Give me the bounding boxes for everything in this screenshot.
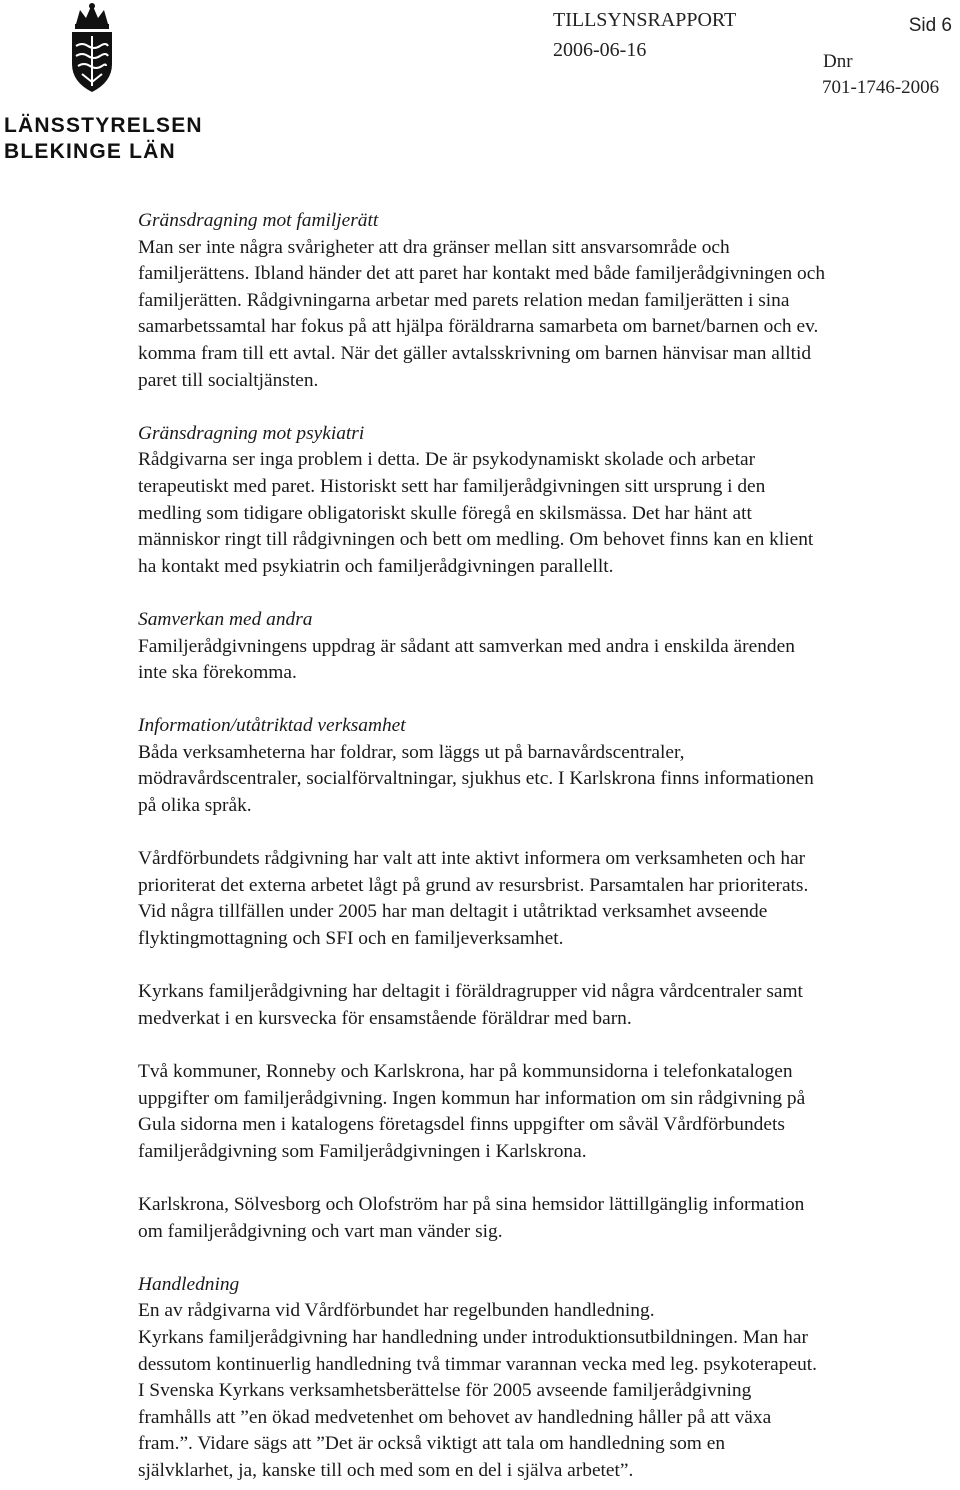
paragraph: [138, 1298, 954, 1484]
section-heading: Handledning: [138, 1273, 240, 1295]
crest-icon: [64, 2, 120, 94]
text-line: familjerådgivning som Familjerådgivningen i Karlskrona.: [138, 1140, 587, 1162]
text-line: Familjerådgivningens uppdrag är sådant att samverkan med andra i enskilda ärenden: [138, 635, 795, 657]
text-line: människor ringt till rådgivningen och bett om medling. Om behovet finns kan en klient: [138, 529, 814, 551]
text-line: Rådgivarna ser inga problem i detta. De är psykodynamiskt skolade och arbetar: [138, 449, 756, 471]
section-heading: Gränsdragning mot psykiatri: [138, 422, 365, 444]
section-heading: Samverkan med andra: [138, 608, 313, 630]
paragraph: [138, 634, 954, 687]
text-line: uppgifter om familjerådgivning. Ingen kommun har information om sin rådgivning på: [138, 1087, 806, 1109]
report-body: [138, 208, 954, 1485]
text-line: Vårdförbundets rådgivning har valt att inte aktivt informera om verksamheten och har: [138, 848, 806, 870]
text-line: Karlskrona, Sölvesborg och Olofström har på sina hemsidor lättillgänglig information: [138, 1193, 805, 1215]
text-line: Vid några tillfällen under 2005 har man deltagit i utåtriktad verksamhet avseende: [138, 901, 768, 923]
text-line: om familjerådgivning och vart man vänder sig.: [138, 1220, 503, 1242]
text-line: Kyrkans familjerådgivning har deltagit i föräldragrupper vid några vårdcentraler samt: [138, 981, 803, 1003]
paragraph: [138, 235, 954, 395]
text-line: En av rådgivarna vid Vårdförbundet har regelbunden handledning.: [138, 1300, 655, 1322]
document-date: 2006-06-16: [553, 39, 647, 61]
text-line: fram.”. Vidare sägs att ”Det är också viktigt att tala om handledning som en: [138, 1433, 726, 1455]
text-line: mödravårdscentraler, socialförvaltningar, sjukhus etc. I Karlskrona finns informationen: [138, 768, 814, 790]
text-line: Två kommuner, Ronneby och Karlskrona, har på kommunsidorna i telefonkatalogen: [138, 1061, 793, 1082]
text-line: Gula sidorna men i katalogens företagsdel finns uppgifter om såväl Vårdförbundets: [138, 1114, 785, 1136]
text-line: familjerätten. Rådgivningarna arbetar med parets relation medan familjerätten i sina: [138, 289, 790, 311]
section-heading: Gränsdragning mot familjerätt: [138, 210, 379, 231]
paragraph: [138, 979, 954, 1032]
text-line: Kyrkans familjerådgivning har handledning under introduktionsutbildningen. Man har: [138, 1326, 808, 1348]
text-line: paret till socialtjänsten.: [138, 369, 319, 391]
text-line: Man ser inte några svårigheter att dra gränser mellan sitt ansvarsområde och: [138, 236, 730, 258]
text-line: medverkat i en kursvecka för ensamstående föräldrar med barn.: [138, 1007, 632, 1029]
text-line: samarbetssamtal har fokus på att hjälpa föräldrarna samarbeta om barnet/barnen och ev.: [138, 316, 819, 338]
text-line: framhålls att ”en ökad medvetenhet om behovet av handledning håller på att växa: [138, 1406, 772, 1428]
text-line: familjerättens. Ibland händer det att paret har kontakt med både familjerådgivningen och: [138, 263, 826, 285]
text-line: på olika språk.: [138, 795, 252, 817]
text-line: terapeutiskt med paret. Historiskt sett har familjerådgivningen sitt ursprung i den: [138, 475, 766, 497]
text-line: ha kontakt med psykiatrin och familjerådgivningen parallellt.: [138, 555, 614, 577]
paragraph: [138, 740, 954, 820]
dnr-label: Dnr: [823, 51, 853, 72]
text-line: inte ska förekomma.: [138, 662, 297, 684]
text-line: Båda verksamheterna har foldrar, som läggs ut på barnavårdscentraler,: [138, 741, 685, 763]
document-type: TILLSYNSRAPPORT: [553, 9, 737, 31]
text-line: dessutom kontinuerlig handledning två timmar varannan vecka med leg. psykoterapeut.: [138, 1353, 818, 1375]
paragraph: [138, 1192, 954, 1245]
logo-line-2: BLEKINGE LÄN: [4, 140, 176, 163]
lansstyrelsen-logo: [0, 0, 203, 170]
text-line: I Svenska Kyrkans verksamhetsberättelse för 2005 avseende familjerådgivning: [138, 1380, 752, 1402]
dnr-value: 701-1746-2006: [822, 77, 940, 98]
paragraph: [138, 846, 954, 952]
text-line: medling som tidigare obligatoriskt skulle föregå en skilsmässa. Det har hänt att: [138, 502, 752, 524]
logo-line-1: LÄNSSTYRELSEN: [4, 114, 203, 137]
paragraph: [138, 1059, 954, 1165]
page-number: Sid 6: [908, 15, 952, 36]
text-line: självklarhet, ja, kanske till och med som en del i själva arbetet”.: [138, 1459, 634, 1481]
paragraph: [138, 447, 954, 580]
text-line: flyktingmottagning och SFI och en familjeverksamhet.: [138, 928, 564, 950]
text-line: prioriterat det externa arbetet lågt på grund av resursbrist. Parsamtalen har prioriterats.: [138, 874, 809, 896]
section-heading: Information/utåtriktad verksamhet: [138, 715, 406, 737]
text-line: komma fram till ett avtal. När det gäller avtalsskrivning om barnen hänvisar man alltid: [138, 342, 812, 364]
